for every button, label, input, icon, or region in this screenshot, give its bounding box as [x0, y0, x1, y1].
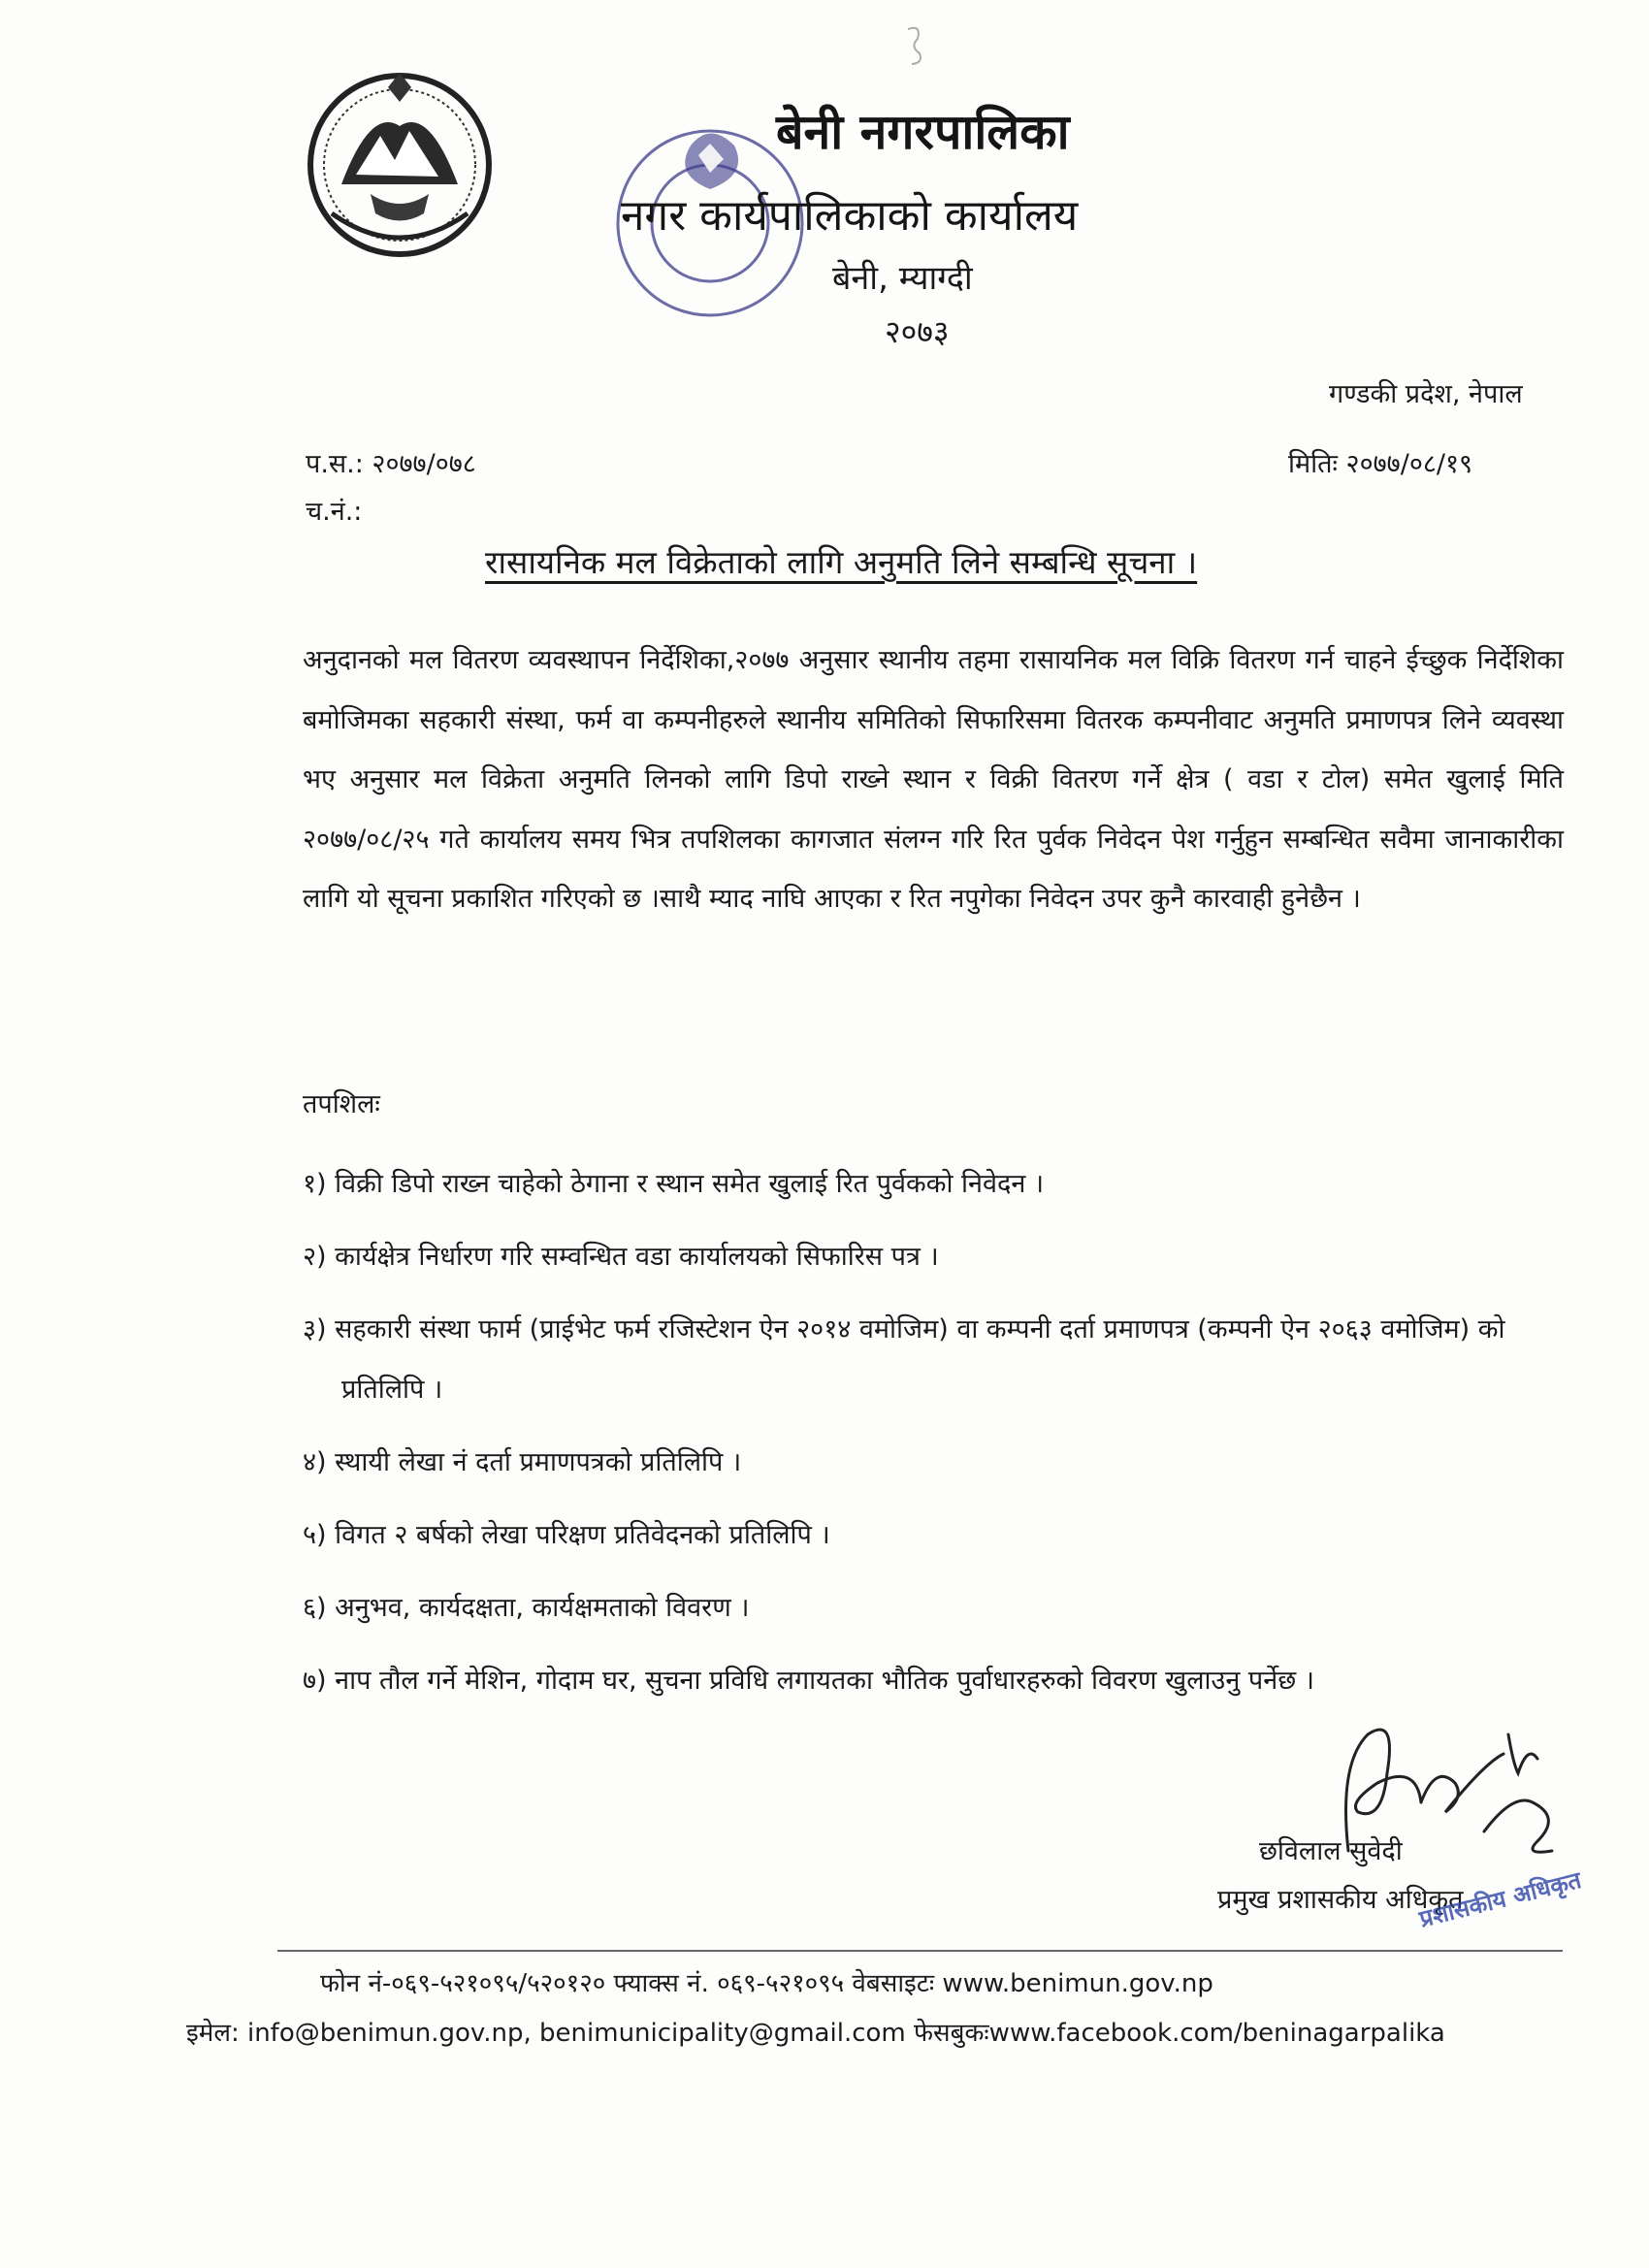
- established-year: २०७३: [885, 313, 950, 350]
- notice-subject: रासायनिक मल विक्रेताको लागि अनुमति लिने सम्बन्धि सूचना ।: [485, 543, 1198, 581]
- notice-body: अनुदानको मल वितरण व्यवस्थापन निर्देशिका,२०७७ अनुसार स्थानीय तहमा रासायनिक मल विक्रि वितरण गर्न चाहने ईच्छुक निर्देशिका बमोजिमका सहकारी संस्था, फर्म वा कम्पनीहरुले स्थानीय समितिको सिफारिसमा वितरक कम्पनीवाट अनुमति प्रमाणपत्र लिने व्यवस्था भए अनुसार मल विक्रेता अनुमति लिनको लागि डिपो राख्ने स्थान र विक्री वितरण गर्ने क्षेत्र ( वडा र टोल) समेत खुलाई मिति २०७७/०८/२५ गते कार्यालय समय भित्र तपशिलका कागजात संलग्न गरि रित पुर्वक निवेदन पेश गर्नुहुन सम्बन्धित सवैमा जानाकारीका लागि यो सूचना प्रकाशित गरिएको छ ।साथै म्याद नाघि आएका र रित नपुगेका निवेदन उपर कुनै कारवाही हुनेछैन ।: [303, 645, 1564, 914]
- dispatch-number: च.नं.:: [306, 497, 363, 527]
- letter-date: मितिः २०७७/०८/१९: [1288, 449, 1473, 479]
- province-line: गण्डकी प्रदेश, नेपाल: [1329, 379, 1523, 409]
- list-item: २) कार्यक्षेत्र निर्धारण गरि सम्वन्धित वडा कार्यालयको सिफारिस पत्र ।: [303, 1242, 939, 1272]
- list-heading: तपशिलः: [303, 1089, 380, 1119]
- list-item: ५) विगत २ बर्षको लेखा परिक्षण प्रतिवेदनको प्रतिलिपि ।: [303, 1520, 830, 1550]
- footer-divider: [277, 1950, 1563, 1952]
- office-address: बेनी, म्याग्दी: [832, 259, 973, 298]
- designation-stamp-icon: [1406, 1855, 1610, 1932]
- signatory-name: छविलाल सुवेदी: [1259, 1836, 1403, 1866]
- org-name: बेनी नगरपालिका: [776, 104, 1070, 160]
- list-item: ४) स्थायी लेखा नं दर्ता प्रमाणपत्रको प्रतिलिपि ।: [303, 1447, 742, 1477]
- nepal-government-emblem-icon: [303, 68, 497, 262]
- list-item: ३) सहकारी संस्था फार्म (प्राईभेट फर्म रजिस्टेशन ऐन २०१४ वमोजिम) वा कम्पनी दर्ता प्रमाणपत्र (कम्पनी ऐन २०६३ वमोजिम) को प्रतिलिपि ।: [303, 1314, 1505, 1405]
- office-name: नगर कार्यपालिकाको कार्यालय: [621, 191, 1079, 241]
- pen-mark-icon: [900, 19, 929, 68]
- svg-text:प्रशासकीय अधिकृत: प्रशासकीय अधिकृत: [1416, 1865, 1584, 1932]
- footer-email: इमेल: info@benimun.gov.np, benimunicipality@gmail.com फेसबुकःwww.facebook.com/beninagarpalika: [186, 2019, 1445, 2048]
- footer-contact: फोन नं-०६९-५२१०९५/५२०१२० फ्याक्स नं. ०६९-५२१०९५ वेबसाइटः www.benimun.gov.np: [320, 1969, 1213, 1998]
- requirements-list: [303, 1154, 1573, 1724]
- list-item: ६) अनुभव, कार्यदक्षता, कार्यक्षमताको विवरण ।: [303, 1593, 750, 1623]
- list-item: ७) नाप तौल गर्ने मेशिन, गोदाम घर, सुचना प्रविधि लगायतका भौतिक पुर्वाधारहरुको विवरण खुलाउनु पर्नेछ ।: [303, 1666, 1314, 1696]
- reference-number: प.स.: २०७७/०७८: [306, 449, 476, 479]
- signatory-title: प्रमुख प्रशासकीय अधिकृत: [1217, 1885, 1464, 1915]
- list-item: १) विक्री डिपो राख्न चाहेको ठेगाना र स्थान समेत खुलाई रित पुर्वकको निवेदन ।: [303, 1169, 1045, 1199]
